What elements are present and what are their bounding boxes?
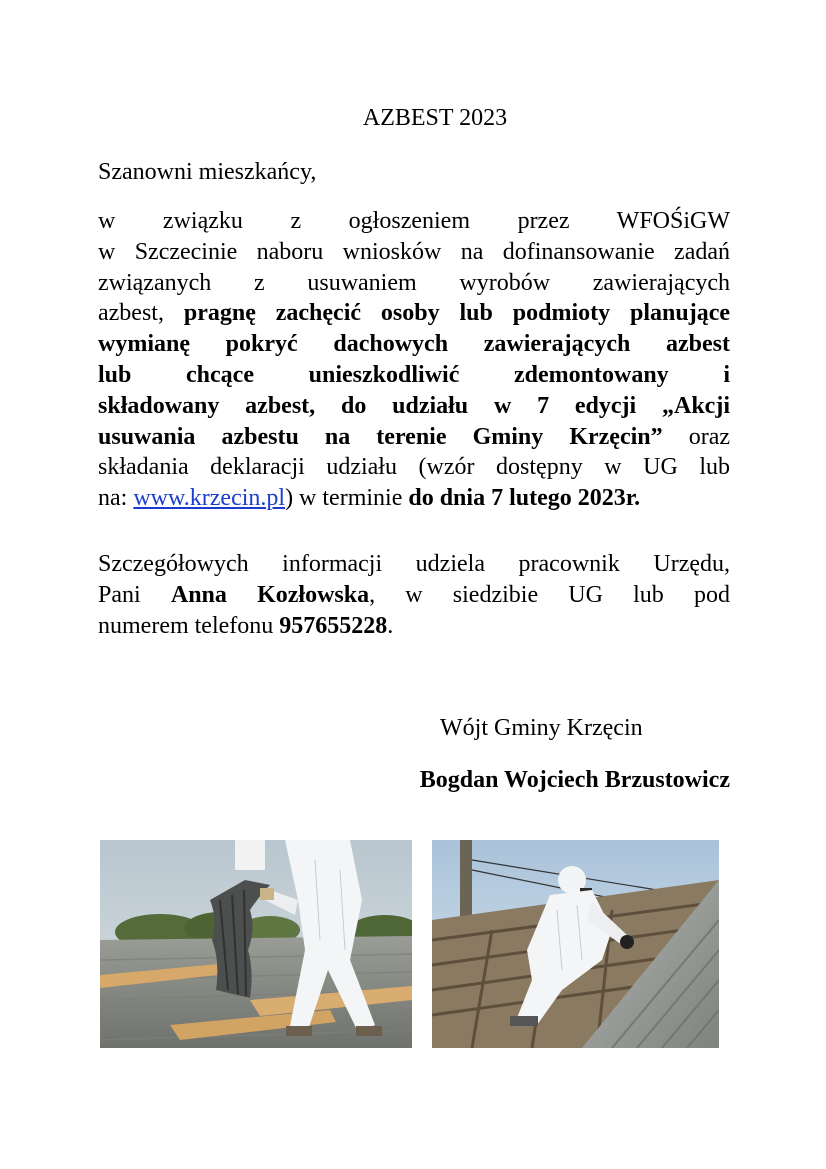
paragraph-line <box>98 391 730 422</box>
paragraph-line <box>98 298 730 329</box>
text-normal: . <box>387 612 394 639</box>
photo-illustration <box>100 840 412 1048</box>
photo-illustration <box>432 840 719 1048</box>
text-bold: pragnę zachęcić osoby lub podmioty planujące <box>183 300 730 327</box>
text-bold: usuwania azbestu na terenie Gminy Krzęcin” <box>98 423 663 450</box>
paragraph-line: w związku z ogłoszeniem przez WFOŚiGW <box>98 208 730 234</box>
contact-paragraph <box>98 549 730 641</box>
asbestos-removal-photo-left <box>100 840 412 1048</box>
paragraph-line: w Szczecinie naboru wniosków na dofinansowanie zadań <box>98 238 730 265</box>
paragraph-line <box>98 329 730 360</box>
page-title: AZBEST 2023 <box>362 105 508 131</box>
paragraph-line <box>98 611 730 642</box>
asbestos-removal-photo-right <box>432 840 719 1048</box>
website-link[interactable]: www.krzecin.pl <box>133 485 286 512</box>
text-normal: Pani <box>98 581 171 608</box>
paragraph-line <box>98 360 730 391</box>
text-bold: wymianę pokryć dachowych zawierających azbest <box>98 331 730 358</box>
paragraph-line <box>98 580 730 611</box>
text-normal: azbest, <box>98 300 184 327</box>
text-normal: na: <box>98 485 134 512</box>
contact-person-name: Anna Kozłowska <box>170 581 370 608</box>
text-normal: , w siedzibie UG lub pod <box>369 581 730 608</box>
signature-name: Bogdan Wojciech Brzustowicz <box>419 767 730 793</box>
deadline-text: do dnia 7 lutego 2023r. <box>408 485 641 512</box>
text-normal: oraz <box>662 423 731 450</box>
text-bold: lub chcące unieszkodliwić zdemontowany i <box>98 361 730 388</box>
paragraph-line: Szczegółowych informacji udziela pracownik Urzędu, <box>98 551 730 577</box>
paragraph-line: składania deklaracji udziału (wzór dostępny w UG lub <box>98 454 730 481</box>
announcement-paragraph <box>98 206 730 514</box>
paragraph-line <box>98 483 730 514</box>
text-bold: składowany azbest, do udziału w 7 edycji „Akcji <box>98 392 730 419</box>
phone-number: 957655228 <box>279 612 388 639</box>
paragraph-line: związanych z usuwaniem wyrobów zawierających <box>98 269 730 296</box>
text-normal: numerem telefonu <box>98 612 280 639</box>
greeting: Szanowni mieszkańcy, <box>98 159 317 185</box>
text-normal: ) w terminie <box>285 485 409 512</box>
signature-role: Wójt Gminy Krzęcin <box>440 715 643 741</box>
paragraph-line <box>98 422 730 453</box>
